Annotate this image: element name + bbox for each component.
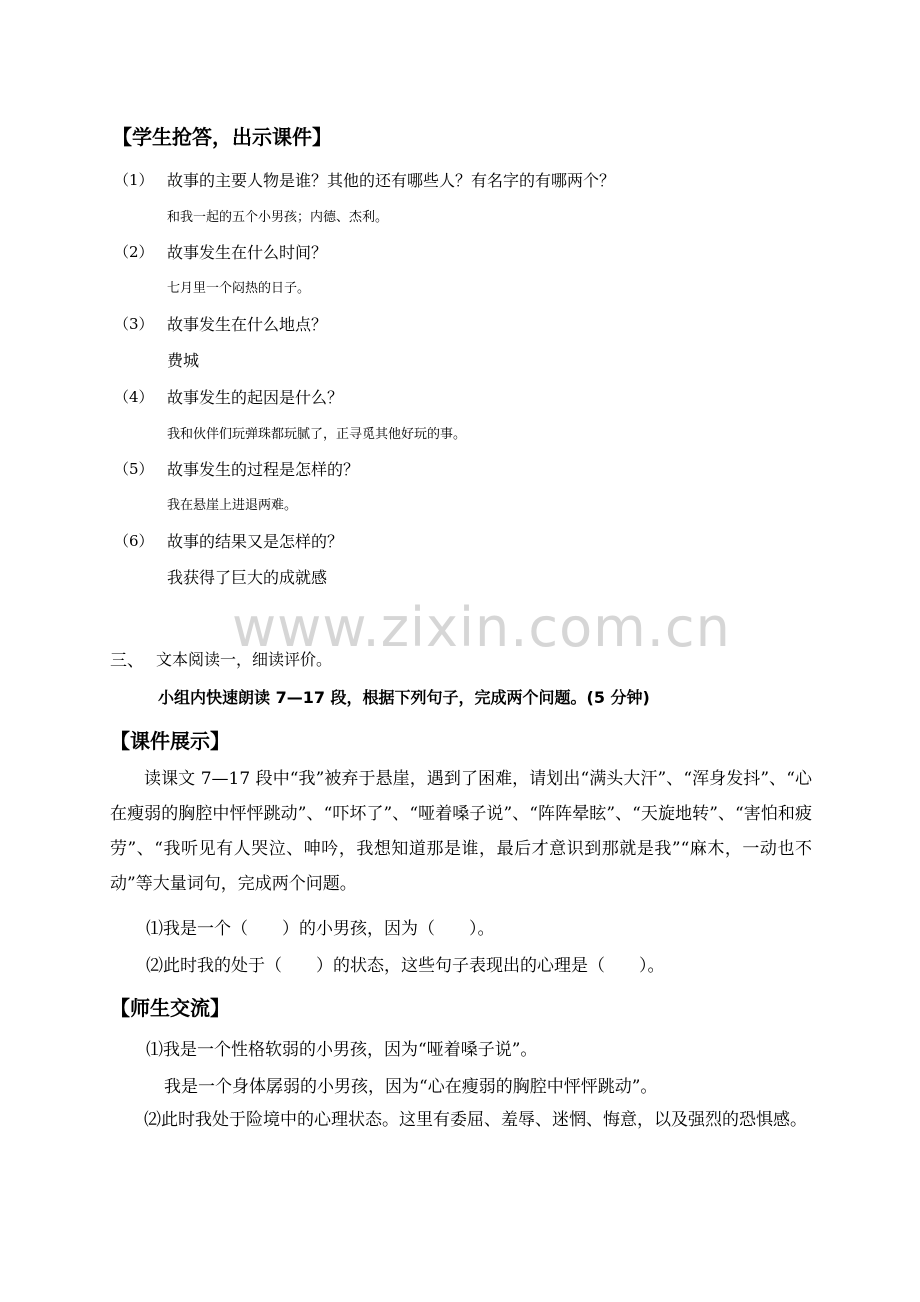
fill-question-2: ⑵此时我的处于（ ）的状态，这些句子表现出的心理是（ ）。 xyxy=(146,956,665,976)
section-title: 文本阅读一，细读评价。 xyxy=(156,650,333,669)
answer-1b: 我是一个身体孱弱的小男孩，因为“心在瘦弱的胸腔中怦怦跳动”。 xyxy=(164,1077,658,1097)
watermark: www.zixin.com.cn xyxy=(232,596,731,659)
question-number: （5） xyxy=(114,460,154,478)
answer-text: 我获得了巨大的成就感 xyxy=(167,568,328,587)
question-number: （6） xyxy=(114,532,154,550)
question-text: 故事的结果又是怎样的？ xyxy=(167,532,344,551)
section-number: 三、 xyxy=(110,651,144,671)
answer-1: ⑴我是一个性格软弱的小男孩，因为“哑着嗓子说”。 xyxy=(146,1040,538,1060)
question-text: 故事发生在什么地点？ xyxy=(167,315,328,334)
section-heading-exchange: 【师生交流】 xyxy=(110,996,230,1020)
task-instruction: 小组内快速朗读 7—17 段，根据下列句子，完成两个问题。(5 分钟) xyxy=(158,688,650,707)
reading-paragraph: 读课文 7—17 段中“我”被弃于悬崖，遇到了困难，请划出“满头大汗”、“浑身发抖”、“心在瘦弱的胸腔中怦怦跳动”、“吓坏了”、“哑着嗓子说”、“阵阵晕眩”、“天旋地转”、“害怕和疲劳”、“我听见有人哭泣、呻吟，我想知道那是谁，最后才意识到那就是我”“麻木，一动也不动”等大量词句，完成两个问题。 xyxy=(110,769,812,894)
answer-text: 我和伙伴们玩弹珠都玩腻了，正寻觅其他好玩的事。 xyxy=(167,427,467,442)
answer-text: 七月里一个闷热的日子。 xyxy=(167,281,311,296)
question-number: （3） xyxy=(114,315,154,333)
question-text: 故事发生在什么时间？ xyxy=(167,243,328,262)
answer-text: 和我一起的五个小男孩；内德、杰利。 xyxy=(167,210,389,225)
question-number: （4） xyxy=(114,388,154,406)
question-text: 故事发生的过程是怎样的？ xyxy=(167,460,360,479)
section-heading-courseware: 【课件展示】 xyxy=(110,729,230,753)
answer-text: 我在悬崖上进退两难。 xyxy=(167,498,298,513)
section-heading-student-answers: 【学生抢答，出示课件】 xyxy=(112,125,332,149)
question-number: （1） xyxy=(114,171,154,189)
question-text: 故事发生的起因是什么？ xyxy=(167,388,344,407)
question-number: （2） xyxy=(114,243,154,261)
question-text: 故事的主要人物是谁？其他的还有哪些人？有名字的有哪两个？ xyxy=(167,171,616,190)
fill-question-1: ⑴我是一个（ ）的小男孩，因为（ ）。 xyxy=(146,919,495,939)
answer-2: ⑵此时我处于险境中的心理状态。这里有委屈、羞辱、迷惘、悔意，以及强烈的恐惧感。 xyxy=(144,1110,807,1130)
answer-text: 费城 xyxy=(167,351,200,370)
